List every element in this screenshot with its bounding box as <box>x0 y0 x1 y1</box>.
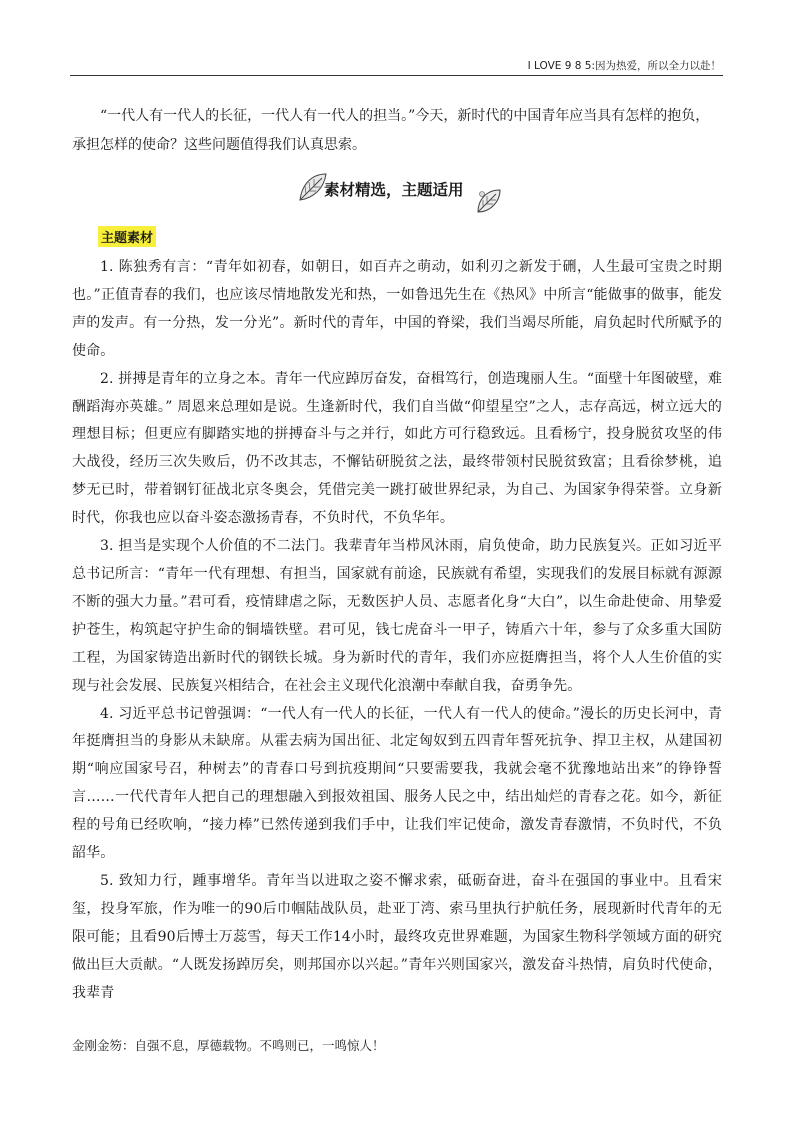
list-item: 4. 习近平总书记曾强调：“一代人有一代人的长征，一代人有一代人的使命。”漫长的历史长河中，青年挺膺担当的身影从未缺席。从霍去病为国出征、北定匈奴到五四青年誓死抗争、捍卫主权，从建国初期“响应国家号召，种树去”的青春口号到抗疫期间“只要需要我，我就会毫不犹豫地站出来”的铮铮誓言……一代代青年人把自己的理想融入到报效祖国、服务人民之中，结出灿烂的青春之花。如今，新征程的号角已经吹响，“接力棒”已然传递到我们手中，让我们牢记使命，激发青春激情，不负时代，不负韶华。 <box>72 705 722 862</box>
list-item: 3. 担当是实现个人价值的不二法门。我辈青年当栉风沐雨，肩负使命，助力民族复兴。正如习近平总书记所言：“青年一代有理想、有担当，国家就有前途，民族就有希望，实现我们的发展目标就有源源不断的强大力量。”君可看，疫情肆虐之际，无数医护人员、志愿者化身“大白”，以生命赴使命、用挚爱护苍生，构筑起守护生命的铜墙铁壁。君可见，钱七虎奋斗一甲子，铸盾六十年，参与了众多重大国防工程，为国家铸造出新时代的钢铁长城。身为新时代的青年，我们亦应挺膺担当，将个人人生价值的实现与社会发展、民族复兴相结合，在社会主义现代化浪潮中奉献自我，奋勇争先。 <box>72 538 722 694</box>
page-footer: 金刚金笏：自强不息，厚德载物。不鸣则已，一鸣惊人！ <box>72 1038 385 1053</box>
banner-title: 素材精选，主题适用 <box>324 181 464 199</box>
section-banner <box>296 170 506 216</box>
header-divider <box>70 75 723 76</box>
intro-paragraph: “一代人有一代人的长征，一代人有一代人的担当。”今天，新时代的中国青年应当具有怎样的抱负，承担怎样的使命？这些问题值得我们认真思索。 <box>72 108 710 153</box>
section-label: 主题素材 <box>98 226 156 247</box>
leaf-icon <box>474 186 504 216</box>
list-item: 2. 拼搏是青年的立身之本。青年一代应踔厉奋发，奋楫笃行，创造瑰丽人生。“面壁十年图破壁，难酬蹈海亦英雄。” 周恩来总理如是说。生逢新时代，我们自当做“仰望星空”之人，志存高远，树立远大的理想目标；但更应有脚踏实地的拼搏奋斗与之并行，如此方可行稳致远。且看杨宁，投身脱贫攻坚的伟大战役，经历三次失败后，仍不改其志，不懈钻研脱贫之法，最终带领村民脱贫致富；且看徐梦桃，追梦无已时，带着钢钉征战北京冬奥会，凭借完美一跳打破世界纪录，为自己、为国家争得荣誉。立身新时代，你我也应以奋斗姿态激扬青春，不负时代，不负华年。 <box>72 370 722 527</box>
page-header: I LOVE 9 8 5:因为热爱，所以全力以赴！ <box>527 60 721 72</box>
material-list <box>72 254 722 1007</box>
list-item: 5. 致知力行，踵事增华。青年当以进取之姿不懈求索，砥砺奋进，奋斗在强国的事业中。且看宋玺，投身军旅，作为唯一的90后巾帼陆战队员，赴亚丁湾、索马里执行护航任务，展现新时代青年的无限可能；且看90后博士万蕊雪，每天工作14小时，最终攻克世界难题，为国家生物科学领域方面的研究做出巨大贡献。“人既发扬踔厉矣，则邦国亦以兴起。”青年兴则国家兴，激发奋斗热情，肩负时代使命，我辈青 <box>72 872 722 1001</box>
list-item: 1. 陈独秀有言：“青年如初春，如朝日，如百卉之萌动，如利刃之新发于硎，人生最可宝贵之时期也。”正值青春的我们，也应该尽情地散发光和热，一如鲁迅先生在《热风》中所言“能做事的做事，能发声的发声。有一分热，发一分光”。新时代的青年，中国的脊梁，我们当竭尽所能，肩负起时代所赋予的使命。 <box>72 259 722 359</box>
